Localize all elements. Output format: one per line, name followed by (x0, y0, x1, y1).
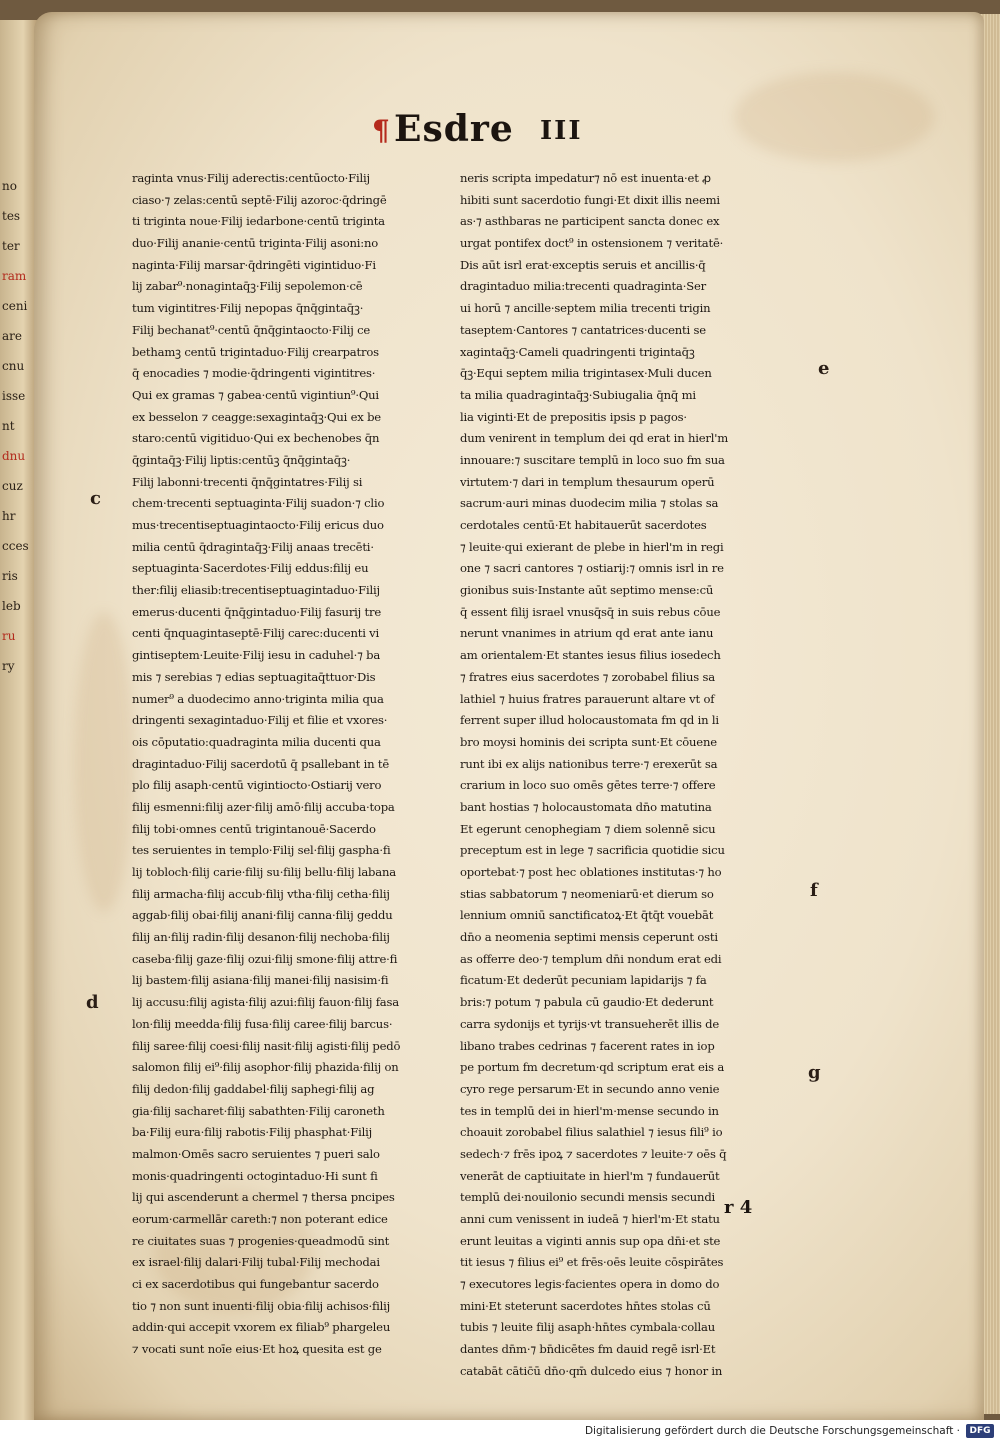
text-line: dringenti sexagintaduo·Filij et filie et vxores· (132, 713, 388, 728)
facing-page-fragment: no (2, 179, 17, 193)
text-line: Dis aūt isrl erat·exceptis seruis et ancillis·q̄ (460, 257, 706, 272)
text-line: mini·Et steterunt sacerdotes hn̄tes stolas cū (460, 1298, 711, 1313)
text-line: ex israel·filij dalari·Filij tubal·Filij mechodai (132, 1255, 380, 1270)
facing-page-fragment: cuz (2, 479, 23, 493)
text-line: cyro rege persarum·Et in secundo anno venie (460, 1081, 720, 1096)
text-line: Et egerunt cenophegiam ⁊ diem solennē sicu (460, 821, 716, 836)
text-line: xagintaq̄ꝫ·Cameli quadringenti trigintaq̄ꝫ (460, 344, 695, 359)
text-line: dn̄o a neomenia septimi mensis ceperunt osti (460, 930, 718, 945)
margin-letter: d (86, 992, 99, 1013)
text-line: ci ex sacerdotibus qui fungebantur sacerdo (132, 1277, 379, 1292)
text-line: filij tobi·omnes centū trigintanouē·Sacerdo (132, 821, 376, 836)
facing-page-fragment: ceni (2, 299, 28, 313)
text-line: runt ibi ex alijs nationibus terre·⁊ erexerūt sa (460, 756, 718, 771)
text-line: malmon·Omēs sacro seruientes ⁊ pueri salo (132, 1146, 380, 1161)
text-line: lon·filij meedda·filij fusa·filij caree·filij barcus· (132, 1016, 393, 1031)
text-line: pe portum fm decretum·qd scriptum erat eis a (460, 1060, 725, 1075)
text-line: taseptem·Cantores ⁊ cantatrices·ducenti se (460, 322, 706, 337)
facing-page-fragment: ram (2, 269, 27, 283)
text-line: ta milia quadragintaq̄ꝫ·Subiugalia q̄nq̄ mi (460, 387, 696, 402)
text-line: ui horū ⁊ ancille·septem milia trecenti trigin (460, 301, 711, 316)
text-line: filij dedon·filij gaddabel·filij saphegi·filij ag (132, 1081, 375, 1096)
text-line: dantes dn̄m·⁊ bn̄dicētes fm dauid regē isrl·Et (460, 1342, 716, 1357)
facing-page-fragment: isse (2, 389, 26, 403)
text-line: dragintaduo·Filij sacerdotū q̄ psallebant in tē (132, 756, 390, 771)
funding-credit: Digitalisierung gefördert durch die Deutsche Forschungsgemeinschaft · (584, 1425, 960, 1437)
facing-page-fragment: cnu (2, 359, 25, 373)
text-line: addin·qui accepit vxorem ex filiab⁹ phargeleu (132, 1320, 391, 1335)
facing-page-fragment: ter (2, 239, 20, 253)
text-line: ti triginta noue·Filij iedarbone·centū triginta (132, 214, 385, 229)
text-line: bris:⁊ potum ⁊ pabula cū gaudio·Et dederunt (460, 995, 714, 1010)
facing-page-fragment: leb (2, 599, 21, 613)
text-line: aggab·filij obai·filij anani·filij canna·filij geddu (132, 908, 393, 923)
text-line: nerunt vnanimes in atrium qd erat ante ianu (460, 626, 714, 641)
text-line: lathiel ⁊ huius fratres parauerunt altare vt of (460, 691, 715, 706)
text-line: choauit zorobabel filius salathiel ⁊ iesus fili⁹ io (460, 1125, 723, 1140)
text-line: tes in templū dei in hierl'm·mense secundo in (460, 1103, 719, 1118)
text-line: re ciuitates suas ⁊ progenies·queadmodū sint (132, 1233, 390, 1248)
text-line: numer⁹ a duodecimo anno·triginta milia qua (132, 691, 384, 706)
text-line: ⁊ executores legis·facientes opera in domo do (460, 1277, 720, 1292)
running-title: Esdre (394, 108, 514, 150)
margin-letter: e (818, 358, 830, 379)
text-line: eorum·carmellār careth:⁊ non poterant edice (132, 1212, 388, 1226)
text-line: tes seruientes in templo·Filij sel·filij gaspha·fi (132, 843, 391, 858)
facing-page-fragment: cces (2, 539, 29, 553)
text-line: sedech·⁊ frēs ipoꝝ ⁊ sacerdotes ⁊ leuite·⁊ oēs q̄ (460, 1146, 727, 1161)
text-line: ex besselon ⁊ ceagge:sexagintaq̄ꝫ·Qui ex be (132, 409, 381, 424)
chapter-numeral: III (540, 116, 583, 146)
text-line: templū dei·nouilonio secundi mensis secundi (460, 1190, 716, 1205)
text-column-left (132, 168, 482, 1361)
facing-page-fragment: hr (2, 509, 16, 523)
paragraph-mark-icon: ¶ (372, 114, 390, 147)
text-line: gia·filij sacharet·filij sabathten·Filij caroneth (132, 1103, 385, 1118)
text-line: monis·quadringenti octogintaduo·Hi sunt fi (132, 1168, 378, 1183)
margin-letter: c (90, 488, 101, 509)
text-line: one ⁊ sacri cantores ⁊ ostiarij:⁊ omnis isrl in re (460, 561, 724, 576)
signature-mark: r 4 (724, 1197, 753, 1218)
text-line: milia centū q̄dragintaq̄ꝫ·Filij anaas trecēti· (132, 539, 374, 554)
text-line: bant hostias ⁊ holocaustomata dn̄o matutina (460, 799, 712, 814)
text-line: erunt leuitas a viginti annis sup opa dn̄i·et ste (460, 1233, 721, 1248)
text-line: lij accusu:filij agista·filij azui:filij fauon·filij fasa (132, 995, 399, 1010)
text-line: tum vigintitres·Filij nepopas q̄nq̄gintaq̄ꝫ· (132, 301, 364, 316)
margin-letter: f (810, 880, 818, 901)
dfg-logo: DFG (966, 1424, 994, 1438)
facing-page-fragment: ry (2, 659, 15, 673)
text-line: mus·trecentiseptuagintaocto·Filij ericus duo (132, 518, 384, 532)
text-line: gintiseptem·Leuite·Filij iesu in caduhel·⁊ ba (132, 648, 381, 663)
text-line: septuaginta·Sacerdotes·Filij eddus:filij eu (132, 561, 369, 576)
running-header (372, 108, 632, 158)
text-line: lij bastem·filij asiana·filij manei·filij nasisim·fi (132, 973, 389, 988)
text-line: Filij labonni·trecenti q̄nq̄gintatres·Filij si (132, 474, 363, 489)
text-line: neris scripta impedatur⁊ nō est inuenta·et ꝓ (460, 171, 711, 185)
text-line: lij zabar⁹·nonagintaq̄ꝫ·Filij sepolemon·cē (132, 279, 363, 294)
text-line: libano trabes cedrinas ⁊ facerent rates in iop (460, 1038, 715, 1053)
facing-page-fragment: ru (2, 629, 16, 643)
text-line: venerāt de captiuitate in hierl'm ⁊ fundauerūt (460, 1168, 720, 1183)
text-line: q̄ enocadies ⁊ modie·q̄dringenti vigintitres· (132, 366, 376, 381)
text-line: gionibus suis·Instante aūt septimo mense:cū (460, 583, 714, 598)
text-line: tio ⁊ non sunt inuenti·filij obia·filij achisos·filij (132, 1298, 390, 1313)
text-line: lij qui ascenderunt a chermel ⁊ thersa pncipes (132, 1190, 395, 1205)
text-line: q̄ essent filij israel vnusq̄sq̄ in suis rebus cōue (460, 604, 721, 619)
facing-page-fragment: are (2, 329, 22, 343)
text-line: innouare:⁊ suscitare templū in loco suo fm sua (460, 452, 725, 467)
text-line: tubis ⁊ leuite filij asaph·hn̄tes cymbala·collau (460, 1320, 715, 1335)
facing-page-fragment: tes (2, 209, 21, 223)
text-line: ciaso·⁊ zelas:centū septē·Filij azoroc·q̄dringē (132, 192, 387, 207)
text-line: emerus·ducenti q̄nq̄gintaduo·Filij fasurij tre (132, 604, 382, 619)
text-line: dum venirent in templum dei qd erat in hierl'm (460, 431, 729, 446)
text-line: stias sabbatorum ⁊ neomeniarū·et dierum so (460, 886, 714, 901)
text-line: oportebat·⁊ post hec oblationes institutas·⁊ ho (460, 865, 722, 879)
text-line: hibiti sunt sacerdotio fungi·Et dixit illis neemi (460, 192, 720, 207)
text-line: bethamꝫ centū trigintaduo·Filij crearpatros (132, 344, 379, 359)
text-line: ferrent super illud holocaustomata fm qd in li (460, 713, 719, 728)
text-line: dragintaduo milia:trecenti quadraginta·Ser (460, 279, 706, 294)
text-line: q̄ꝫ·Equi septem milia trigintasex·Muli ducen (460, 366, 712, 381)
text-line: lij tobloch·filij carie·filij su·filij bellu·filij labana (132, 865, 396, 879)
facing-page-fragment: ris (2, 569, 18, 583)
text-line: salomon filij ei⁹·filij asophor·filij phazida·filij on (132, 1060, 399, 1075)
text-line: staro:centū vigitiduo·Qui ex bechenobes q̄n (132, 431, 380, 446)
text-line: sacrum·auri minas duodecim milia ⁊ stolas sa (460, 496, 719, 511)
facing-page-fragment: dnu (2, 449, 26, 463)
text-line: urgat pontifex doct⁹ in ostensionem ⁊ veritatē· (460, 236, 724, 251)
text-line: filij esmenni:filij azer·filij amō·filij accuba·topa (132, 799, 395, 814)
text-line: preceptum est in lege ⁊ sacrificia quotidie sicu (460, 843, 725, 858)
text-line: bro moysi hominis dei scripta sunt·Et cōuene (460, 734, 717, 749)
text-line: carra sydonijs et tyrijs·vt transueherēt illis de (460, 1016, 720, 1031)
text-line: ois cōputatio:quadraginta milia ducenti qua (132, 734, 381, 749)
text-line: duo·Filij ananie·centū triginta·Filij asoni:no (132, 236, 379, 251)
text-line: mis ⁊ serebias ⁊ edias septuagitaq̄ttuor·Dis (132, 669, 376, 684)
footer-bar (0, 1420, 1000, 1444)
text-line: ⁊ leuite·qui exierant de plebe in hierl'm in regi (460, 539, 724, 554)
text-line: filij saree·filij coesi·filij nasit·filij agisti·filij pedō (132, 1038, 401, 1053)
text-line: filij armacha·filij accub·filij vtha·filij cetha·filij (132, 886, 390, 901)
text-line: ba·Filij eura·filij rabotis·Filij phasphat·Filij (132, 1125, 372, 1140)
text-line: catabāt cātic̄ū dn̄o·qm̄ dulcedo eius ⁊ honor in (460, 1363, 723, 1378)
text-line: q̄gintaq̄ꝫ·Filij liptis:centūꝫ q̄nq̄gintaq̄ꝫ· (132, 452, 351, 467)
text-line: chem·trecenti septuaginta·Filij suadon·⁊ clio (132, 496, 385, 511)
text-line: as offerre deo·⁊ templum dn̄i nondum erat edi (460, 951, 722, 966)
text-line: ficatum·Et dederūt pecuniam lapidarijs ⁊ fa (460, 973, 707, 988)
text-line: ⁊ fratres eius sacerdotes ⁊ zorobabel filius sa (460, 669, 715, 684)
text-line: lia viginti·Et de prepositis ipsis p pagos· (460, 409, 687, 424)
text-line: filij an·filij radin·filij desanon·filij nechoba·filij (132, 930, 390, 945)
text-line: cerdotales centū·Et habitauerūt sacerdotes (460, 518, 707, 532)
text-line: naginta·Filij marsar·q̄dringēti vigintiduo·Fi (132, 257, 376, 272)
text-line: lennium omniū sanctificatoꝝ·Et q̄tq̄t vouebāt (460, 908, 714, 923)
text-line: Qui ex gramas ⁊ gabea·centū vigintiun⁹·Qui (132, 387, 379, 402)
text-line: plo filij asaph·centū vigintiocto·Ostiarij vero (132, 778, 382, 793)
text-line: am orientalem·Et stantes iesus filius iosedech (460, 648, 721, 663)
text-line: Filij bechanat⁹·centū q̄nq̄gintaocto·Filij ce (132, 322, 371, 337)
text-line: raginta vnus·Filij aderectis:centūocto·Filij (132, 171, 370, 185)
text-line: tit iesus ⁊ filius ei⁹ et frēs·oēs leuite cōspirātes (460, 1255, 724, 1270)
text-line: crarium in loco suo omēs gētes terre·⁊ offere (460, 778, 716, 793)
text-line: anni cum venissent in iudeā ⁊ hierl'm·Et statu (460, 1212, 720, 1226)
book-page (34, 12, 984, 1420)
facing-page-fragment: nt (2, 419, 15, 433)
text-line: centi q̄nquagintaseptē·Filij carec:ducenti vi (132, 626, 380, 641)
margin-letter: g (808, 1062, 821, 1083)
text-line: as·⁊ asthbaras ne participent sancta donec ex (460, 214, 720, 229)
text-line: caseba·filij gaze·filij ozui·filij smone·filij attre·fi (132, 951, 398, 966)
text-line: ther:filij eliasib:trecentiseptuagintaduo·Filij (132, 583, 380, 598)
text-line: virtutem·⁊ dari in templum thesaurum operū (460, 474, 715, 489)
text-line: ⁊ vocati sunt noīe eius·Et hoꝝ quesita est ge (132, 1342, 382, 1357)
